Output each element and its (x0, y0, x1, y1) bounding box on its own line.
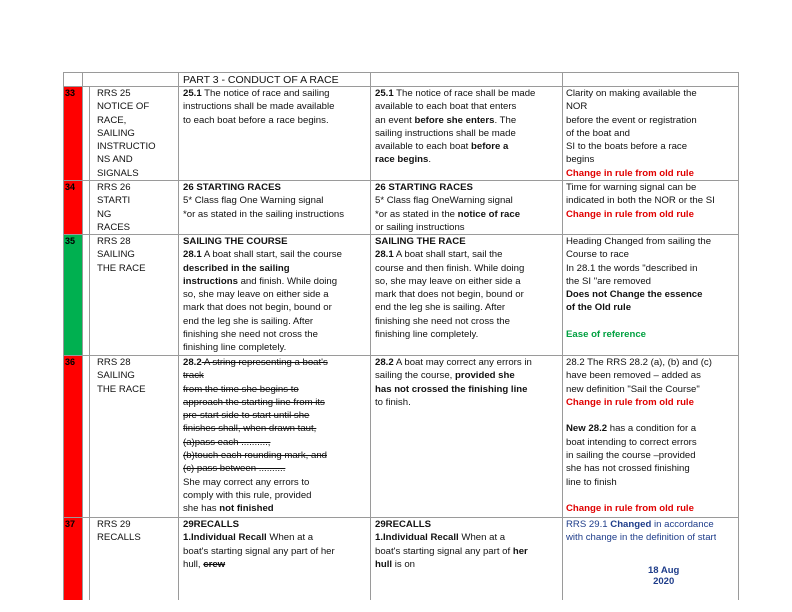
row-number: 36 (65, 357, 76, 367)
ease-note: Ease of reference (566, 329, 646, 341)
comment-text: Time for warning signal can be indicated in both the NOR or the SI Change in rule from old rule (566, 182, 715, 220)
row-35-color (64, 234, 82, 355)
row-number: 33 (65, 88, 76, 98)
comment-text: Clarity on making available the NOR before the event or registration of the boat and SI to the boats before a race begins Change in rule from old rule (566, 88, 697, 179)
rules-comparison-table (63, 72, 739, 600)
rule-ref: RRS 28 SAILING THE RACE (97, 357, 146, 395)
old-rule-text: 28.2 A string representing a boat's track from the time she begins to approach the starting line from its pre-start side to start until she finishes shall, when drawn taut, (a)pass each .........., (b)touch each rounding mark, and (c) pass between .......... She may correct any errors to comply with this rule, provided she has not finished (183, 357, 328, 515)
old-rule-text: 26 STARTING RACES 5* Class flag One Warning signal *or as stated in the sailing instructions (183, 182, 345, 220)
row-number: 35 (65, 236, 76, 246)
change-flag: Change in rule from old rule (566, 396, 694, 408)
new-rule-text: SAILING THE RACE 28.1 A boat shall start, sail the course and then finish. While doing so, she may leave on either side a mark that does not begin, bound or end the leg she is sailing. After finishing she need not cross the finishing line completely. (375, 236, 525, 341)
date-stamp: 18 Aug 2020 (648, 565, 680, 587)
change-flag: Change in rule from old rule (566, 208, 694, 220)
old-rule-text: 29RECALLS 1.Individual Recall When at a boat's starting signal any part of her hull, crew (183, 519, 335, 570)
row-33-color (64, 86, 82, 180)
change-flag: Change in rule from old rule (566, 167, 694, 179)
new-rule-text: 25.1 The notice of race shall be made available to each boat that enters an event before she enters. The sailing instructions shall be made available to each boat before a race begins. (375, 88, 536, 166)
rule-ref: RRS 29 RECALLS (97, 519, 141, 544)
comment-text: Heading Changed from sailing the Course to race In 28.1 the words "described in the SI "are removed Does not Change the essence of the Old rule Ease of reference (566, 236, 712, 341)
comment-text: RRS 29.1 Changed in accordance with change in the definition of start (566, 519, 717, 544)
rule-ref: RRS 28 SAILING THE RACE (97, 236, 146, 274)
rule-ref: RRS 26 STARTI NG RACES (97, 182, 131, 233)
row-number: 37 (65, 519, 76, 529)
table-title: PART 3 - CONDUCT OF A RACE (183, 74, 339, 86)
row-36-color (64, 355, 82, 517)
new-rule-text: 29RECALLS 1.Individual Recall When at a boat's starting signal any part of her hull is on (375, 519, 528, 570)
old-rule-text: SAILING THE COURSE 28.1 A boat shall start, sail the course described in the sailing instructions and finish. While doing so, she may leave on either side a mark that does not begin, bound or end the leg she is sailing. After finishing she need not cross the finishing line completely. (183, 236, 342, 354)
comment-text: 28.2 The RRS 28.2 (a), (b) and (c) have been removed – added as new definition "Sail the Course" Change in rule from old rule New 28.2 has a condition for a boat intending to correct errors in sailing the course –provided she has not crossed finishing line to finish Change in rule from old rule (566, 357, 712, 515)
row-37-color (64, 517, 82, 600)
rule-ref: RRS 25 NOTICE OF RACE, SAILING INSTRUCTIO NS AND SIGNALS (97, 88, 156, 179)
old-rule-text: 25.1 The notice of race and sailing instructions shall be made available to each boat before a race begins. (183, 88, 335, 126)
new-rule-text: 28.2 A boat may correct any errors in sailing the course, provided she has not crossed the finishing line to finish. (375, 357, 532, 408)
row-number: 34 (65, 182, 76, 192)
change-flag: Change in rule from old rule (566, 503, 694, 515)
new-rule-text: 26 STARTING RACES 5* Class flag OneWarning signal *or as stated in the notice of race or sailing instructions (375, 182, 521, 233)
